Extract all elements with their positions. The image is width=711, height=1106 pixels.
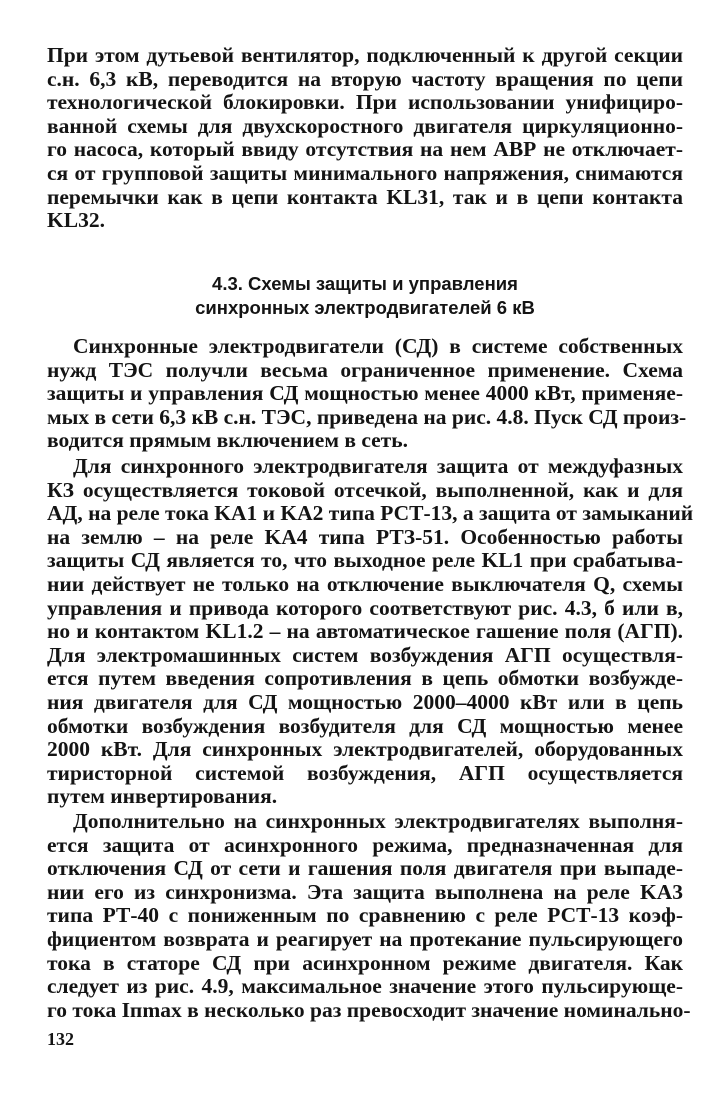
text-line: защиты СД является то, что выходное реле KL1 при срабатыва- [47, 548, 683, 573]
paragraph-protection [47, 454, 694, 809]
text-line: го тока Iпmax в несколько раз превосходит значение номинально- [47, 997, 691, 1022]
text-line: Дополнительно на синхронных электродвигателях выполня- [73, 809, 683, 833]
paragraph-synchronous-motors [47, 334, 687, 453]
text-line: обмотки возбуждения возбудителя для СД мощностью менее [47, 713, 683, 738]
text-line: управления и привода которого соответствуют рис. 4.3, б или в, [47, 595, 683, 620]
text-line: перемычки как в цепи контакта KL31, так и в цепи контакта [47, 184, 683, 209]
text-line: КЗ осуществляется токовой отсечкой, выполненной, как и для [47, 477, 683, 502]
text-line: но и контактом KL1.2 – на автоматическое гашение поля (АГП). [47, 619, 683, 644]
text-line: с.н. 6,3 кВ, переводится на вторую частоту вращения по цепи [47, 66, 683, 91]
text-line: АД, на реле тока KA1 и KA2 типа РСТ-13, а защита от замыканий [47, 501, 694, 526]
text-line: типа РТ-40 с пониженным по сравнению с реле РСТ-13 коэф- [47, 903, 683, 928]
text-line: фициентом возврата и реагирует на протекание пульсирующего [47, 926, 683, 951]
text-line: ния двигателя для СД мощностью 2000–4000 кВт или в цепь [47, 689, 683, 714]
text-line: ванной схемы для двухскоростного двигателя циркуляционно- [47, 113, 683, 138]
section-heading-line-1: 4.3. Схемы защиты и управления [212, 273, 518, 294]
text-line: на землю – на реле KA4 типа РТЗ-51. Особенностью работы [47, 524, 683, 549]
text-line: защиты и управления СД мощностью менее 4000 кВт, применяе- [47, 381, 683, 406]
text-line: тиристорной системой возбуждения, АГП осуществляется [47, 760, 683, 785]
paragraph-intro [47, 44, 683, 233]
text-line: нии его из синхронизма. Эта защита выполнена на реле KA3 [47, 879, 683, 904]
text-line: ется защита от асинхронного режима, предназначенная для [47, 832, 683, 857]
text-line: ется путем введения сопротивления в цепь обмотки возбужде- [47, 666, 683, 691]
text-line: водится прямым включением в сеть. [47, 428, 408, 453]
text-line: нии действует не только на отключение выключателя Q, схемы [47, 571, 683, 596]
text-line: Для синхронного электродвигателя защита от междуфазных [73, 454, 683, 478]
text-line: технологической блокировки. При использовании унифициро- [47, 90, 683, 115]
text-line: следует из рис. 4.9, максимальное значение этого пульсирующе- [47, 974, 683, 999]
text-line: тока в статоре СД при асинхронном режиме двигателя. Как [47, 950, 683, 975]
text-line: го насоса, который ввиду отсутствия на нем АВР не отключает- [47, 137, 683, 162]
text-line: Для электромашинных систем возбуждения АГП осуществля- [47, 642, 683, 667]
text-line: мых в сети 6,3 кВ с.н. ТЭС, приведена на рис. 4.8. Пуск СД произ- [47, 404, 687, 429]
section-heading-line-2: синхронных электродвигателей 6 кВ [195, 297, 535, 318]
text-line: Синхронные электродвигатели (СД) в системе собственных [73, 334, 683, 358]
text-line: путем инвертирования. [47, 784, 278, 809]
text-line: KL32. [47, 208, 105, 233]
text-line: нужд ТЭС получли весьма ограниченное применение. Схема [47, 357, 683, 382]
section-heading [47, 272, 683, 320]
text-line: При этом дутьевой вентилятор, подключенный к другой секции [47, 43, 683, 67]
text-line: 2000 кВт. Для синхронных электродвигателей, оборудованных [47, 737, 683, 762]
paragraph-async-protection [47, 809, 691, 1022]
text-line: отключения СД от сети и гашения поля двигателя при выпаде- [47, 856, 683, 881]
page-number: 132 [47, 1029, 74, 1049]
text-line: ся от групповой защиты минимального напряжения, снимаются [47, 160, 683, 185]
